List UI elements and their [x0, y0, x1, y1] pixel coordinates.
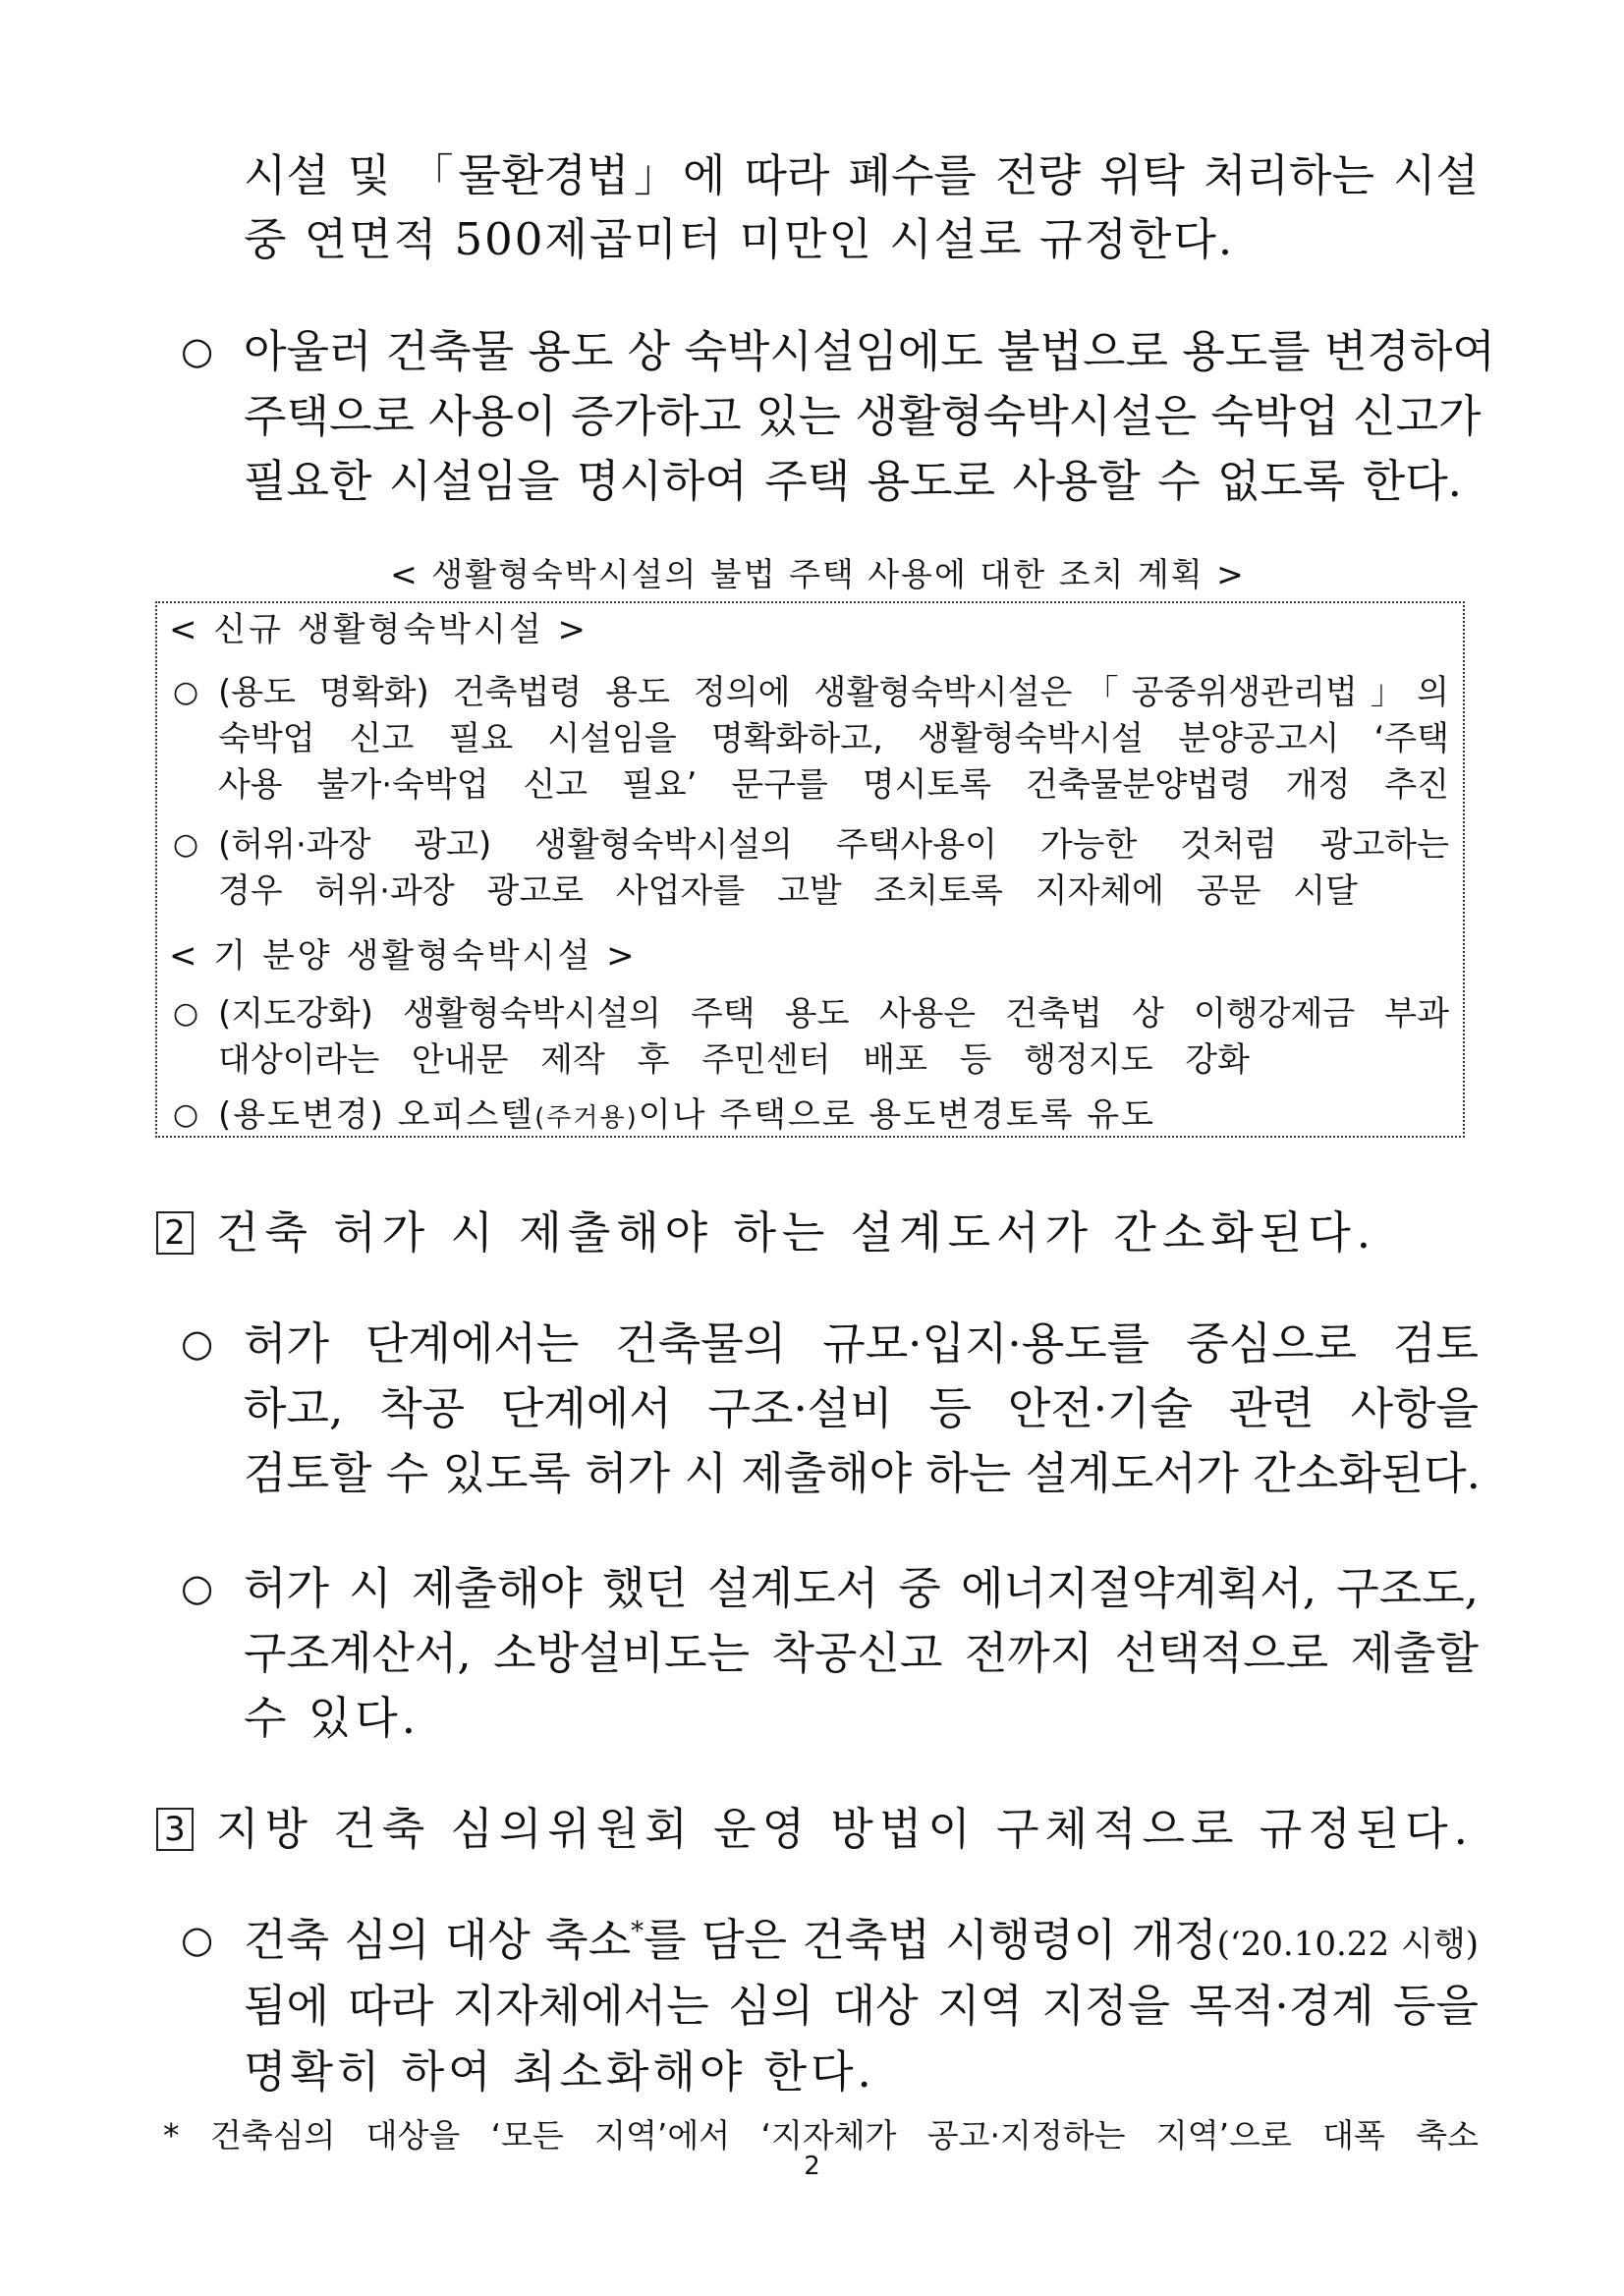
- box-item4-small: (주거용): [534, 1103, 639, 1133]
- bullet-marker: ○: [181, 329, 214, 372]
- section3-bullet1-text-a: 건축 심의 대상 축소: [244, 1914, 632, 1966]
- section2-bullet2-line-3: 수 있다.: [244, 1692, 420, 1744]
- section3-bullet1-date: (‘20.10.22 시행): [1216, 1925, 1479, 1964]
- moreover-line-2: 주택으로 사용이 증가하고 있는 생활형숙박시설은 숙박업 신고가: [244, 390, 1482, 442]
- box-item2-line-1: (허위·과장 광고) 생활형숙박시설의 주택사용이 가능한 것처럼 광고하는: [218, 825, 1449, 865]
- moreover-line-1: 아울러 건축물 용도 상 숙박시설임에도 불법으로 용도를 변경하여: [244, 325, 1495, 377]
- section2-bullet2-line-1: 허가 시 제출해야 했던 설계도서 중 에너지절약계획서, 구조도,: [244, 1562, 1479, 1614]
- section3-bullet1-text-b: 를 담은 건축법 시행령이 개정: [644, 1914, 1217, 1966]
- box-item1-marker: ○: [173, 675, 199, 709]
- box-section-title-new: < 신규 생활형숙박시설 >: [169, 610, 588, 649]
- box-item1-line-3: 사용 불가·숙박업 신고 필요’ 문구를 명시토록 건축물분양법령 개정 추진: [218, 765, 1449, 805]
- section-number-2: 2: [156, 1211, 194, 1255]
- page-number: 2: [804, 2152, 820, 2181]
- intro-line-1: 시설 및 「물환경법」에 따라 폐수를 전량 위탁 처리하는 시설: [244, 149, 1479, 201]
- section2-bullet1-line-3: 검토할 수 있도록 허가 시 제출해야 하는 설계도서가 간소화된다.: [244, 1447, 1481, 1499]
- section3-bullet1-marker: ○: [181, 1918, 214, 1961]
- section3-bullet1-line-2: 됨에 따라 지자체에서는 심의 대상 지역 지정을 목적·경계 등을: [244, 1980, 1479, 2032]
- box-item3-line-2: 대상이라는 안내문 제작 후 주민센터 배포 등 행정지도 강화: [218, 1040, 1250, 1080]
- moreover-line-3: 필요한 시설임을 명시하여 주택 용도로 사용할 수 없도록 한다.: [244, 455, 1462, 507]
- section2-title: 건축 허가 시 제출해야 하는 설계도서가 간소화된다.: [216, 1206, 1377, 1259]
- section-number-3: 3: [156, 1808, 194, 1851]
- box-item4-marker: ○: [173, 1097, 199, 1132]
- footnote-star: *: [631, 1917, 644, 1946]
- section2-bullet1-line-2: 하고, 착공 단계에서 구조·설비 등 안전·기술 관련 사항을: [244, 1382, 1479, 1434]
- box-item4-line: [218, 1095, 1155, 1135]
- section2-bullet2-marker: ○: [181, 1566, 214, 1609]
- box-item2-marker: ○: [173, 827, 199, 862]
- section2-bullet1-line-1: 허가 단계에서는 건축물의 규모·입지·용도를 중심으로 검토: [244, 1317, 1479, 1370]
- box-item4-part2: 이나 주택으로 용도변경토록 유도: [638, 1095, 1155, 1135]
- footnote: * 건축심의 대상을 ‘모든 지역’에서 ‘지자체가 공고·지정하는 지역’으로 대폭 축소: [163, 2116, 1479, 2155]
- section3-title: 지방 건축 심의위원회 운영 방법이 구체적으로 규정된다.: [216, 1803, 1474, 1855]
- box-item1-line-1: (용도 명확화) 건축법령 용도 정의에 생활형숙박시설은「공중위생관리법」의: [218, 673, 1449, 712]
- box-item3-marker: ○: [173, 996, 199, 1031]
- section3-bullet1-line-1: [244, 1914, 1479, 1966]
- box-item4-part1: (용도변경) 오피스텔: [218, 1095, 535, 1135]
- box-section-title-existing: < 기 분양 생활형숙박시설 >: [169, 936, 638, 976]
- box-item2-line-2: 경우 허위·과장 광고로 사업자를 고발 조치토록 지자체에 공문 시달: [218, 871, 1358, 911]
- section2-bullet2-line-2: 구조계산서, 소방설비도는 착공신고 전까지 선택적으로 제출할: [244, 1627, 1479, 1679]
- box-item1-line-2: 숙박업 신고 필요 시설임을 명확화하고, 생활형숙박시설 분양공고시 ‘주택: [218, 719, 1449, 758]
- box-caption: < 생활형숙박시설의 불법 주택 사용에 대한 조치 계획 >: [390, 555, 1246, 593]
- intro-line-2: 중 연면적 500제곱미터 미만인 시설로 규정한다.: [244, 213, 1235, 265]
- section2-bullet1-marker: ○: [181, 1321, 214, 1365]
- box-item3-line-1: (지도강화) 생활형숙박시설의 주택 용도 사용은 건축법 상 이행강제금 부과: [218, 994, 1449, 1034]
- section3-bullet1-line-3: 명확히 하여 최소화해야 한다.: [244, 2045, 875, 2098]
